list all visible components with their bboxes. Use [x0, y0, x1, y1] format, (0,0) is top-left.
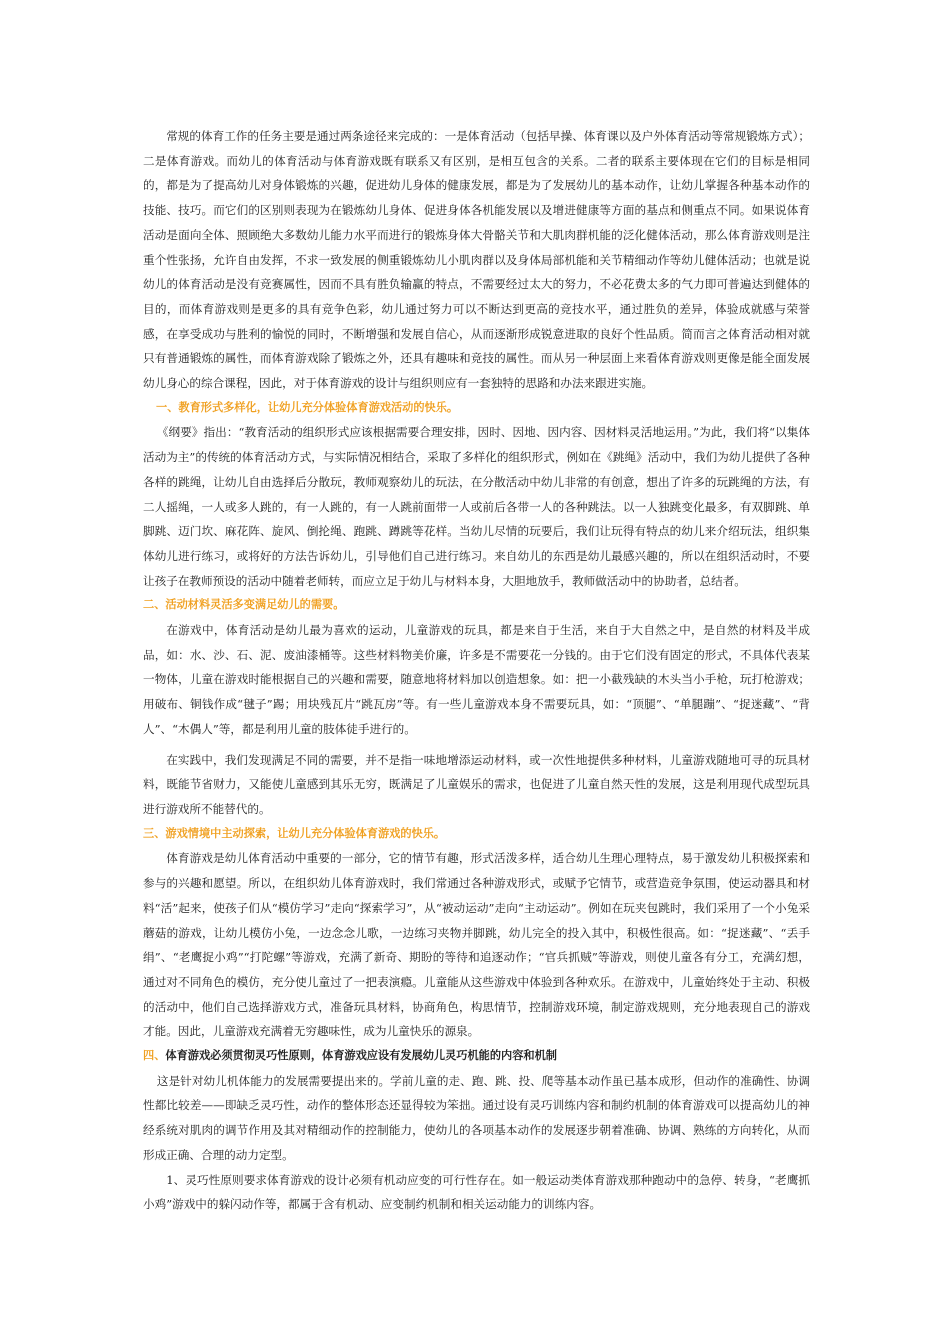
- section-heading-3: 三、游戏情境中主动探索，让幼儿充分体验体育游戏的快乐。: [143, 826, 446, 840]
- document-page: [143, 124, 810, 1217]
- section-1-paragraph: 《纲要》指出：“教育活动的组织形式应该根据需要合理安排，因时、因地、因内容、因材料灵活地运用。”为此，我们将“以集体活动为主”的传统的体育活动方式，与实际情况相结合，采取了多样化的组织形式，例如在《跳绳》活动中，我们为幼儿提供了各种各样的跳绳，让幼儿自由选择后分散玩，教师观察幼儿的玩法，在分散活动中幼儿非常的有创意，想出了许多的玩跳绳的方法，有二人摇绳，一人或多人跳的，有一人跳的，有一人跳前面带一人或前后各带一人的各种跳法。以一人独跳变化最多，有双脚跳、单脚跳、迈门坎、麻花阵、旋风、倒抡绳、跑跳、蹲跳等花样。当幼儿尽情的玩要后，我们让玩得有特点的幼儿来介绍玩法，组织集体幼儿进行练习，或将好的方法告诉幼儿，引导他们自己进行练习。来自幼儿的东西是幼儿最感兴趣的，所以在组织活动时，不要让孩子在教师预设的活动中随着老师转，而应立足于幼儿与材料本身，大胆地放手，教师做活动中的协助者，总结者。: [143, 425, 810, 588]
- section-heading-4-text: 体育游戏必须贯彻灵巧性原则，体育游戏应设有发展幼儿灵巧机能的内容和机制: [165, 1049, 557, 1063]
- section-4-paragraph-1: 这是针对幼儿机体能力的发展需要提出来的。学前儿童的走、跑、跳、投、爬等基本动作虽已基本成形，但动作的准确性、协调性都比较差——即缺乏灵巧性，动作的整体形态还显得较为笨拙。通过设有灵巧训练内容和制约机制的体育游戏可以提高幼儿的神经系统对肌肉的调节作用及其对精细动作的控制能力，使幼儿的各项基本动作的发展逐步朝着准确、协调、熟练的方向转化，从而形成正确、合理的动力定型。: [143, 1073, 810, 1162]
- section-2-paragraph-1: 在游戏中，体育活动是幼儿最为喜欢的运动，儿童游戏的玩具，都是来自于生活，来自于大自然之中，是自然的材料及半成品，如：水、沙、石、泥、废油漆桶等。这些材料物美价廉，许多是不需要花一分钱的。由于它们没有固定的形式，不具体代表某一物体，儿童在游戏时能根据自己的兴趣和需要，随意地将材料加以创造想象。如：把一小截残缺的木头当小手枪，玩打枪游戏；用破布、铜钱作成“毽子”踢；用块残瓦片“跳瓦房”等。有一些儿童游戏本身不需要玩具，如：“顶腿”、“单腿蹦”、“捉迷藏”、“背人”、“木偶人”等，都是利用儿童的肢体徒手进行的。: [143, 623, 810, 736]
- section-2-paragraph-2: 在实践中，我们发现满足不同的需要，并不是指一味地增添运动材料，或一次性地提供多种材料，儿童游戏随地可寻的玩具材料，既能节省财力，又能使儿童感到其乐无穷，既满足了儿童娱乐的需求，也促进了儿童自然天性的发展，这是利用现代成型玩具进行游戏所不能替代的。: [143, 752, 810, 816]
- section-heading-4: [143, 1044, 810, 1069]
- section-heading-2: 二、活动材料灵活多变满足幼儿的需要。: [143, 598, 345, 612]
- section-heading-1: 一、教育形式多样化，让幼儿充分体验体育游戏活动的快乐。: [156, 400, 459, 414]
- section-heading-4-number: 四、: [143, 1049, 166, 1063]
- section-3-paragraph: 体育游戏是幼儿体育活动中重要的一部分，它的情节有趣，形式活泼多样，适合幼儿生理心理特点，易于激发幼儿积极探索和参与的兴趣和愿望。所以，在组织幼儿体育游戏时，我们常通过各种游戏形式，或赋予它情节，或营造竞争氛围，使运动器具和材料“活”起来，使孩子们从“模仿学习”走向“探索学习”，从“被动运动”走向“主动运动”。例如在玩夹包跳时，我们采用了一个小兔采蘑菇的游戏，让幼儿模仿小兔，一边念念儿歌，一边练习夹物并脚跳，幼儿完全的投入其中，积极性很高。如：“捉迷藏”、“丢手绢”、“老鹰捉小鸡”“打陀螺”等游戏，充满了新奇、期盼的等待和追逐动作；“官兵抓贼”等游戏，则使儿童各有分工，充满幻想，通过对不同角色的模仿，充分使儿童过了一把表演瘾。儿童能从这些游戏中体验到各种欢乐。在游戏中，儿童始终处于主动、积极的活动中，他们自己选择游戏方式，准备玩具材料，协商角色，构思情节，控制游戏环境，制定游戏规则，充分地表现自己的游戏才能。因此，儿童游戏充满着无穷趣味性，成为儿童快乐的源泉。: [143, 851, 810, 1039]
- section-4-paragraph-2: 1、灵巧性原则要求体育游戏的设计必须有机动应变的可行性存在。如一般运动类体育游戏那种跑动中的急停、转身，“老鹰抓小鸡”游戏中的躲闪动作等，都属于含有机动、应变制约机制和相关运动能力的训练内容。: [143, 1172, 810, 1212]
- intro-paragraph: 常规的体育工作的任务主要是通过两条途径来完成的：一是体育活动（包括早操、体育课以及户外体育活动等常规锻炼方式）；二是体育游戏。而幼儿的体育活动与体育游戏既有联系又有区别，是相互包含的关系。二者的联系主要体现在它们的目标是相同的，都是为了提高幼儿对身体锻炼的兴趣，促进幼儿身体的健康发展，都是为了发展幼儿的基本动作，让幼儿掌握各种基本动作的技能、技巧。而它们的区别则表现为在锻炼幼儿身体、促进身体各机能发展以及增进健康等方面的基点和侧重点不同。如果说体育活动是面向全体、照顾绝大多数幼儿能力水平而进行的锻炼身体大骨骼关节和大肌肉群机能的泛化健体活动，那么体育游戏则是注重个性张扬，允许自由发挥，不求一致发展的侧重锻炼幼儿小肌肉群以及身体局部机能和关节精细动作等幼儿健体活动；也就是说幼儿的体育活动是没有竞赛属性，因而不具有胜负输赢的特点，不需要经过太大的努力，不必花费太多的气力即可普遍达到健体的目的，而体育游戏则是更多的具有竞争色彩，幼儿通过努力可以不断达到更高的竞技水平，通过胜负的差异，体验成就感与荣誉感，在享受成功与胜利的愉悦的同时，不断增强和发展自信心，从而逐渐形成锐意进取的良好个性品质。简而言之体育活动相对就只有普通锻炼的属性，而体育游戏除了锻炼之外，还具有趣味和竞技的属性。而从另一种层面上来看体育游戏则更像是能全面发展幼儿身心的综合课程，因此，对于体育游戏的设计与组织则应有一套独特的思路和办法来跟进实施。: [143, 129, 810, 391]
